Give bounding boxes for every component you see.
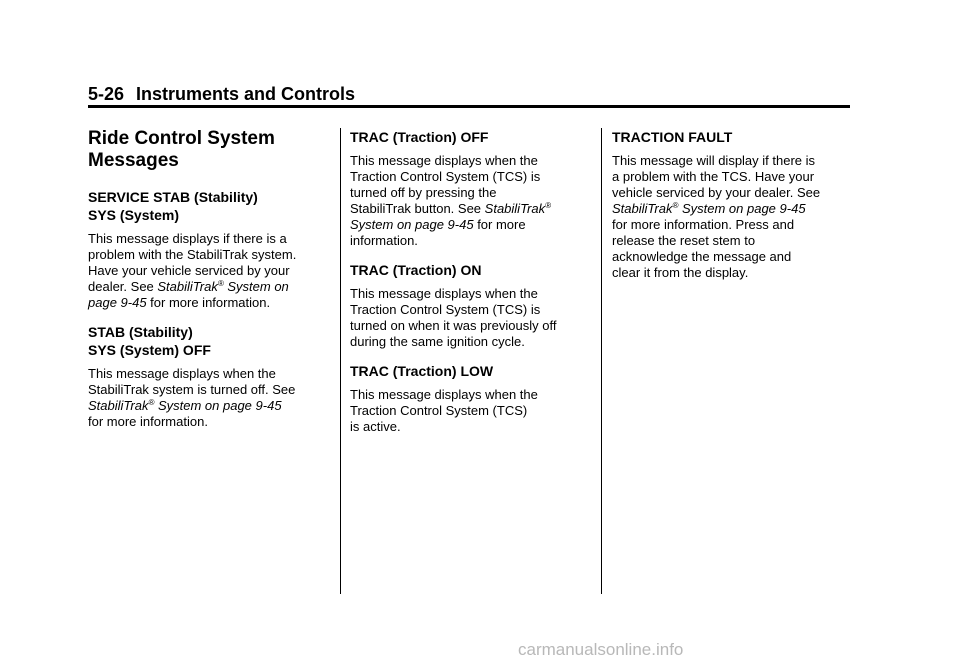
column-divider-2 (601, 128, 602, 594)
column-1 (88, 128, 328, 442)
paragraph-trac-on: This message displays when the Traction Control System (TCS) is turned on when it was previously off during the same ignition cycle. (350, 286, 557, 349)
cross-reference: StabiliTrak® System on page 9-45 (350, 201, 552, 232)
cross-reference: StabiliTrak® System on page 9-45 (612, 201, 806, 216)
heading-trac-off: TRAC (Traction) OFF (350, 129, 489, 145)
heading-stab-sys-off: STAB (Stability) SYS (System) OFF (88, 324, 211, 358)
column-divider-1 (340, 128, 341, 594)
heading-trac-low: TRAC (Traction) LOW (350, 363, 494, 379)
watermark: carmanualsonline.info (518, 640, 684, 659)
header-text (88, 84, 850, 104)
page-header (88, 84, 850, 104)
section-heading: Ride Control System Messages (88, 128, 275, 171)
paragraph-traction-fault: This message will display if there is a problem with the TCS. Have your vehicle serviced by your dealer. See StabiliTrak® System on page 9-45 for more information. Press and release the reset stem to acknowledge the message and clear it from the display. (612, 153, 821, 280)
page-number: 5-26 (88, 84, 125, 104)
paragraph-stab-sys-off: This message displays when the StabiliTrak system is turned off. See StabiliTrak® System on page 9-45 for more information. (88, 366, 296, 429)
paragraph-trac-off: This message displays when the Traction Control System (TCS) is turned off by pressing the StabiliTrak button. See StabiliTrak® System on page 9-45 for more information. (350, 153, 552, 248)
section-title: Instruments and Controls (136, 84, 356, 104)
heading-service-stab: SERVICE STAB (Stability) SYS (System) (88, 189, 258, 223)
header-rule (88, 105, 850, 108)
heading-traction-fault: TRACTION FAULT (612, 129, 733, 145)
heading-trac-on: TRAC (Traction) ON (350, 262, 482, 278)
column-3 (612, 128, 852, 293)
paragraph-service-stab: This message displays if there is a problem with the StabiliTrak system. Have your vehicle serviced by your dealer. See StabiliTrak® System on page 9-45 for more information. (88, 231, 297, 310)
paragraph-trac-low: This message displays when the Traction Control System (TCS) is active. (350, 387, 538, 434)
cross-reference: StabiliTrak® System on page 9-45 (88, 398, 282, 413)
cross-reference: StabiliTrak® System on page 9-45 (88, 279, 289, 310)
column-2 (350, 128, 588, 447)
